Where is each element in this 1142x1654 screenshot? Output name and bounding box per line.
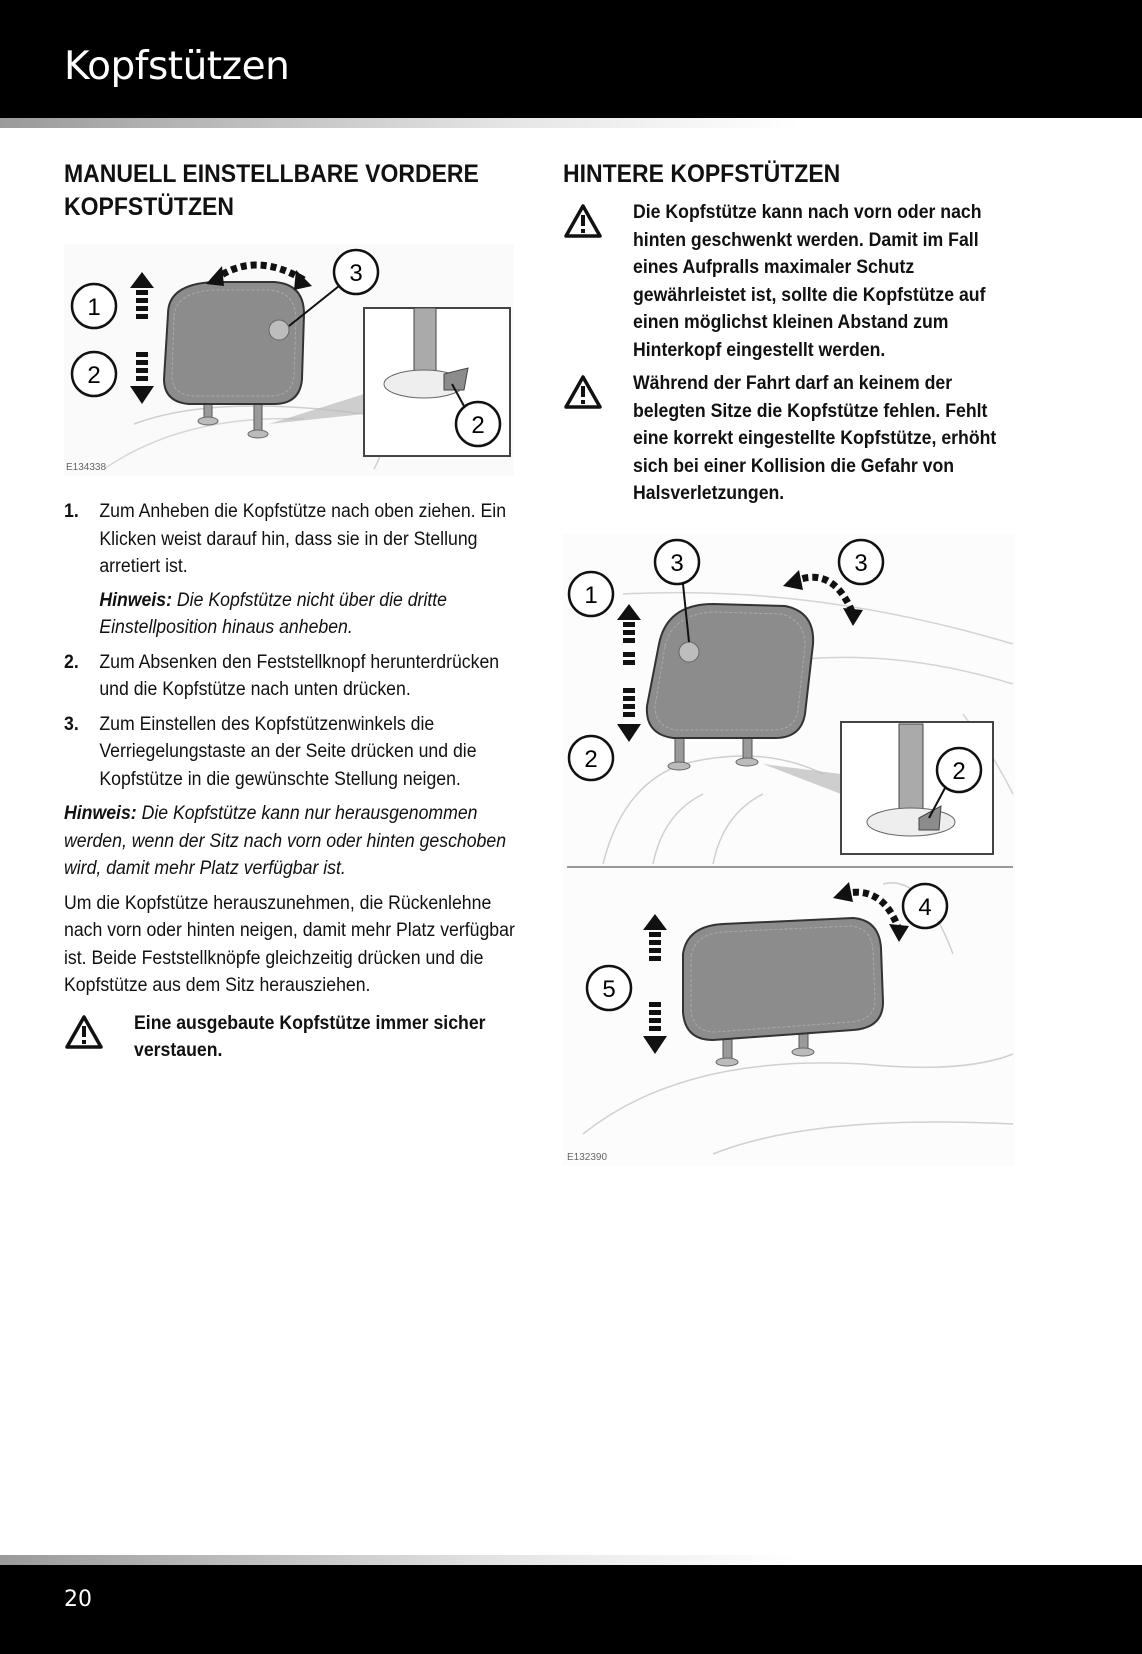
callout-2: 2 — [87, 362, 101, 389]
warning-icon — [563, 370, 633, 508]
front-headrest-figure — [64, 244, 514, 476]
step-item: 3. Zum Einstellen des Kopfstützenwinkels die Verriegelungstaste an der Seite drücken und die Kopfstütze in die gewünschte Stellung neigen. — [64, 713, 477, 790]
warning-icon — [64, 1010, 134, 1065]
removal-note: Hinweis: Die Kopfstütze kann nur herausgenommen werden, wenn der Sitz nach vorn oder hinten geschoben wird, damit mehr Platz verfügbar ist. — [64, 803, 507, 879]
rear-callout-5: 5 — [602, 975, 616, 1003]
step-item: 2. Zum Absenken den Feststellknopf herunterdrücken und die Kopfstütze nach unten drücken. — [64, 651, 500, 700]
step-note: Hinweis: Die Kopfstütze nicht über die dritte Einstellposition hinaus anheben. — [99, 589, 448, 638]
rear-callout-2: 2 — [584, 745, 598, 773]
header-bar — [0, 0, 1142, 118]
callout-2b: 2 — [471, 412, 485, 439]
footer-divider — [0, 1555, 1142, 1565]
header-divider — [0, 118, 1142, 128]
figure-code-front: E134338 — [66, 462, 107, 473]
rear-callout-4: 4 — [918, 893, 932, 921]
footer-bar — [0, 1565, 1142, 1654]
rear-callout-3b: 3 — [854, 549, 868, 577]
steps-list — [64, 498, 516, 793]
rear-callout-1: 1 — [584, 581, 598, 609]
rear-headrest-figure — [563, 534, 1015, 1166]
rear-callout-2b: 2 — [952, 757, 966, 785]
warning-icon — [563, 199, 633, 364]
removal-paragraph: Um die Kopfstütze herauszunehmen, die Rückenlehne nach vorn oder hinten neigen, damit mehr Platz verfügbar ist. Beide Feststellknöpfe gleichzeitig drücken und die Kopfstütze aus dem Sitz herausziehen. — [64, 892, 515, 996]
right-column — [563, 158, 1025, 1166]
callout-3: 3 — [349, 260, 363, 287]
section-heading-rear: HINTERE KOPFSTÜTZEN — [563, 160, 841, 188]
step-item: 1. Zum Anheben die Kopfstütze nach oben ziehen. Ein Klicken weist darauf hin, dass sie in der Stellung arretiert ist. Hinweis: Die Kopfstütze nicht über die dritte Einstellposition hinaus anheben. — [64, 498, 518, 642]
page-number: 20 — [64, 1587, 92, 1612]
callout-1: 1 — [87, 294, 101, 321]
warning-swivel: Die Kopfstütze kann nach vorn oder nach hinten geschwenkt werden. Damit im Fall eines Aufpralls maximaler Schutz gewährleistet ist, sollte die Kopfstütze auf einen möglichst kleinen Abstand zum Hinterkopf eingestellt werden. — [563, 199, 1025, 364]
page-title: Kopfstützen — [64, 44, 290, 89]
warning-missing: Während der Fahrt darf an keinem der belegten Sitze die Kopfstütze fehlen. Fehlt eine korrekt eingestellte Kopfstütze, erhöht sich bei einer Kollision die Gefahr von Halsverletzungen. — [563, 370, 1025, 508]
section-heading-front: MANUELL EINSTELLBARE VORDERE KOPFSTÜTZEN — [64, 160, 479, 221]
rear-callout-3: 3 — [670, 549, 684, 577]
left-column — [64, 158, 516, 1065]
figure-code-rear: E132390 — [567, 1151, 608, 1163]
warning-stow: Eine ausgebaute Kopfstütze immer sicher verstauen. — [64, 1010, 516, 1065]
